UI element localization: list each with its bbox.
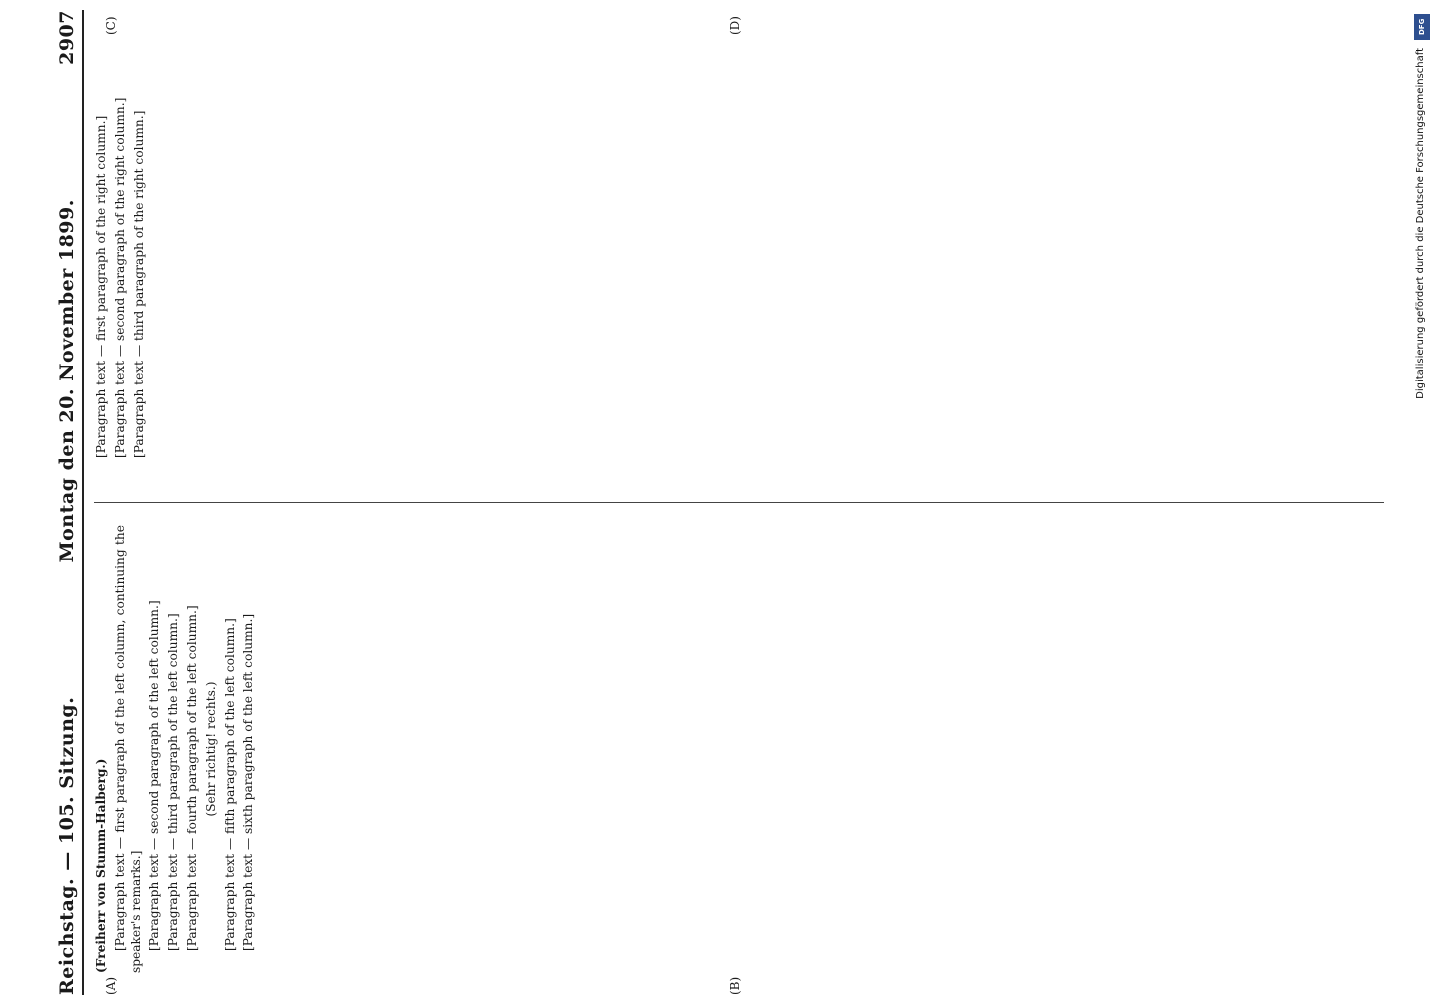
speaker-name: (Freiherr von Stumm-Halberg.) xyxy=(94,758,108,973)
paragraph: [Paragraph text — first paragraph of the right column.] xyxy=(94,115,108,458)
paragraph: [Paragraph text — second paragraph of the left column.] xyxy=(147,600,162,951)
digitization-credit xyxy=(1412,8,1432,992)
right-column xyxy=(94,40,1394,480)
credit-text: Digitalisierung gefördert durch die Deutsche Forschungsgemeinschaft xyxy=(1415,48,1426,399)
left-column xyxy=(94,525,1394,995)
header-date: Montag den 20. November 1899. xyxy=(56,199,78,563)
newspaper-page xyxy=(8,10,1408,995)
paragraph: [Paragraph text — third paragraph of the right column.] xyxy=(131,110,146,458)
paragraph: [Paragraph text — sixth paragraph of the left column.] xyxy=(241,613,256,951)
paragraph: [Paragraph text — fifth paragraph of the left column.] xyxy=(222,618,237,951)
margin-marker-c: (C) xyxy=(104,16,118,35)
column-divider xyxy=(94,502,1384,503)
paragraph: [Paragraph text — fourth paragraph of the left column.] xyxy=(184,605,199,951)
margin-marker-b: (B) xyxy=(728,976,742,995)
margin-marker-d: (D) xyxy=(728,16,742,35)
page-header xyxy=(38,10,78,995)
margin-marker-a: (A) xyxy=(104,976,118,995)
page-number: 2907 xyxy=(56,10,78,65)
header-left: Reichstag. — 105. Sitzung. xyxy=(56,696,78,995)
header-rule xyxy=(82,10,84,995)
paragraph: [Paragraph text — first paragraph of the left column, continuing the speaker's remarks.] xyxy=(112,525,143,973)
paragraph: [Paragraph text — third paragraph of the left column.] xyxy=(166,613,181,951)
dfg-logo: DFG xyxy=(1414,14,1430,40)
paragraph: [Paragraph text — second paragraph of the right column.] xyxy=(112,97,127,458)
interjection: (Sehr richtig! rechts.) xyxy=(203,681,218,817)
